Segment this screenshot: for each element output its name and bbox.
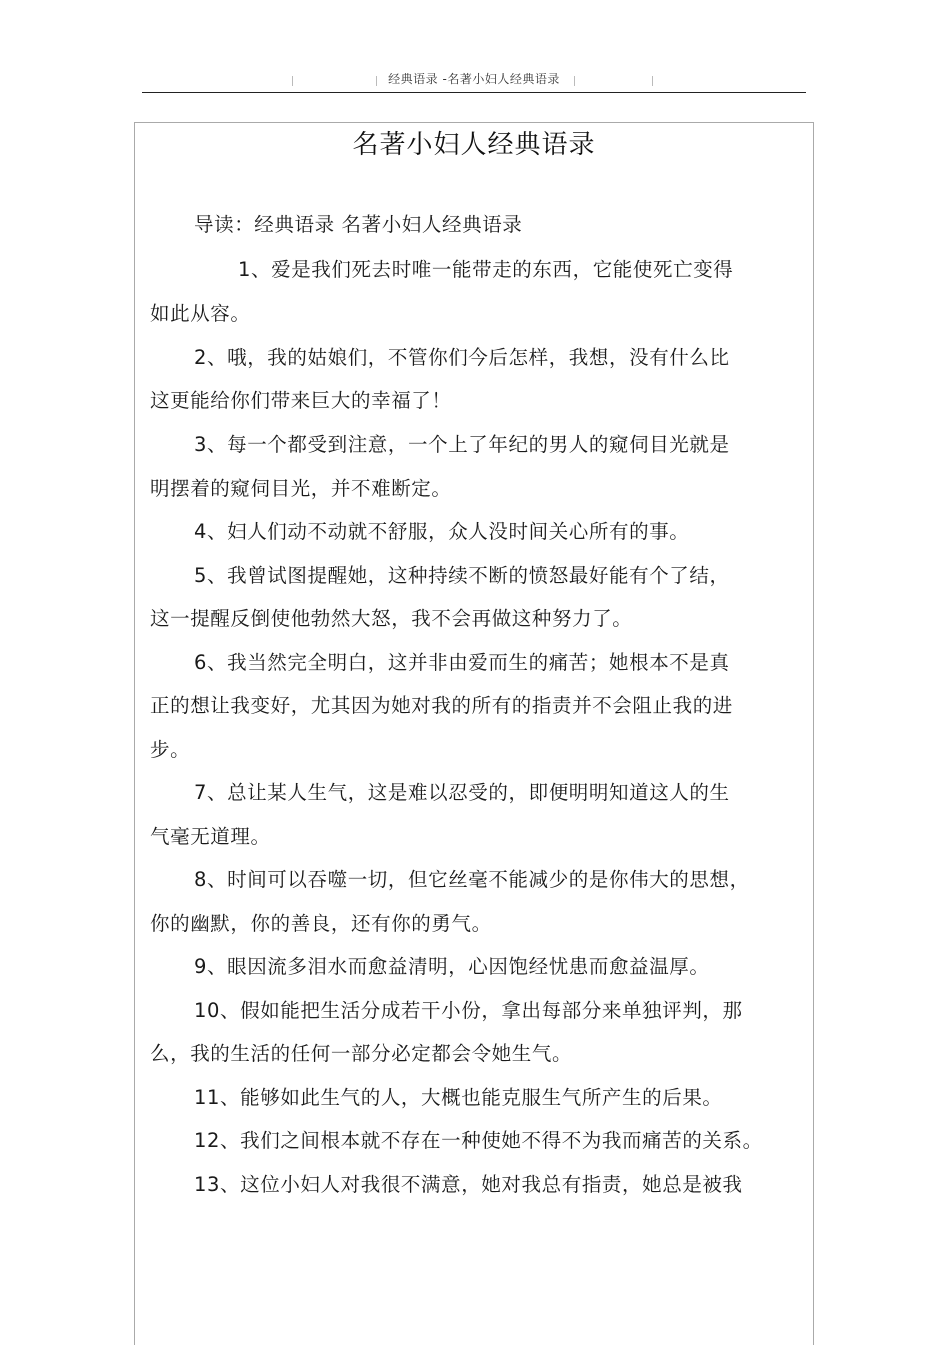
quote-line: 气毫无道理。 [150, 825, 271, 848]
quote-line: 这更能给你们带来巨大的幸福了！ [150, 389, 452, 412]
quote-line: 这一提醒反倒使他勃然大怒，我不会再做这种努力了。 [150, 607, 633, 630]
quote-line: 明摆着的窥伺目光，并不难断定。 [150, 477, 452, 500]
quote-line: 9、眼因流多泪水而愈益清明，心因饱经忧患而愈益温厚。 [194, 955, 710, 978]
quote-line: 13、这位小妇人对我很不满意，她对我总有指责，她总是被我 [194, 1173, 743, 1196]
quote-line: 正的想让我变好，尤其因为她对我的所有的指责并不会阻止我的进 [150, 694, 733, 717]
running-header-title: 经典语录 -名著小妇人经典语录 [388, 72, 560, 86]
quote-line: 12、我们之间根本就不存在一种使她不得不为我而痛苦的关系。 [194, 1129, 763, 1152]
quote-line: 如此从容。 [150, 302, 251, 325]
quote-line: 10、假如能把生活分成若干小份，拿出每部分来单独评判，那 [194, 999, 743, 1022]
running-header [142, 66, 806, 93]
quote-line: 么，我的生活的任何一部分必定都会令她生气。 [150, 1042, 573, 1065]
page-title: 名著小妇人经典语录 [352, 130, 596, 160]
quote-line: 3、每一个都受到注意，一个上了年纪的男人的窥伺目光就是 [194, 433, 730, 456]
quote-line: 7、总让某人生气，这是难以忍受的，即便明明知道这人的生 [194, 781, 730, 804]
quote-line: 步。 [150, 738, 191, 761]
quote-line: 2、哦，我的姑娘们，不管你们今后怎样，我想，没有什么比 [194, 346, 730, 369]
quote-line: 8、时间可以吞噬一切，但它丝毫不能减少的是你伟大的思想， [194, 868, 750, 891]
intro-line: 导读：经典语录 名著小妇人经典语录 [194, 213, 523, 236]
quote-line: 你的幽默，你的善良，还有你的勇气。 [150, 912, 492, 935]
quote-line: 11、能够如此生气的人，大概也能克服生气所产生的后果。 [194, 1086, 723, 1109]
quote-line: 4、妇人们动不动就不舒服，众人没时间关心所有的事。 [194, 520, 690, 543]
quote-line: 6、我当然完全明白，这并非由爱而生的痛苦；她根本不是真 [194, 651, 730, 674]
quote-line: 1、爱是我们死去时唯一能带走的东西，它能使死亡变得 [238, 258, 734, 281]
quote-line: 5、我曾试图提醒她，这种持续不断的愤怒最好能有个了结， [194, 564, 730, 587]
